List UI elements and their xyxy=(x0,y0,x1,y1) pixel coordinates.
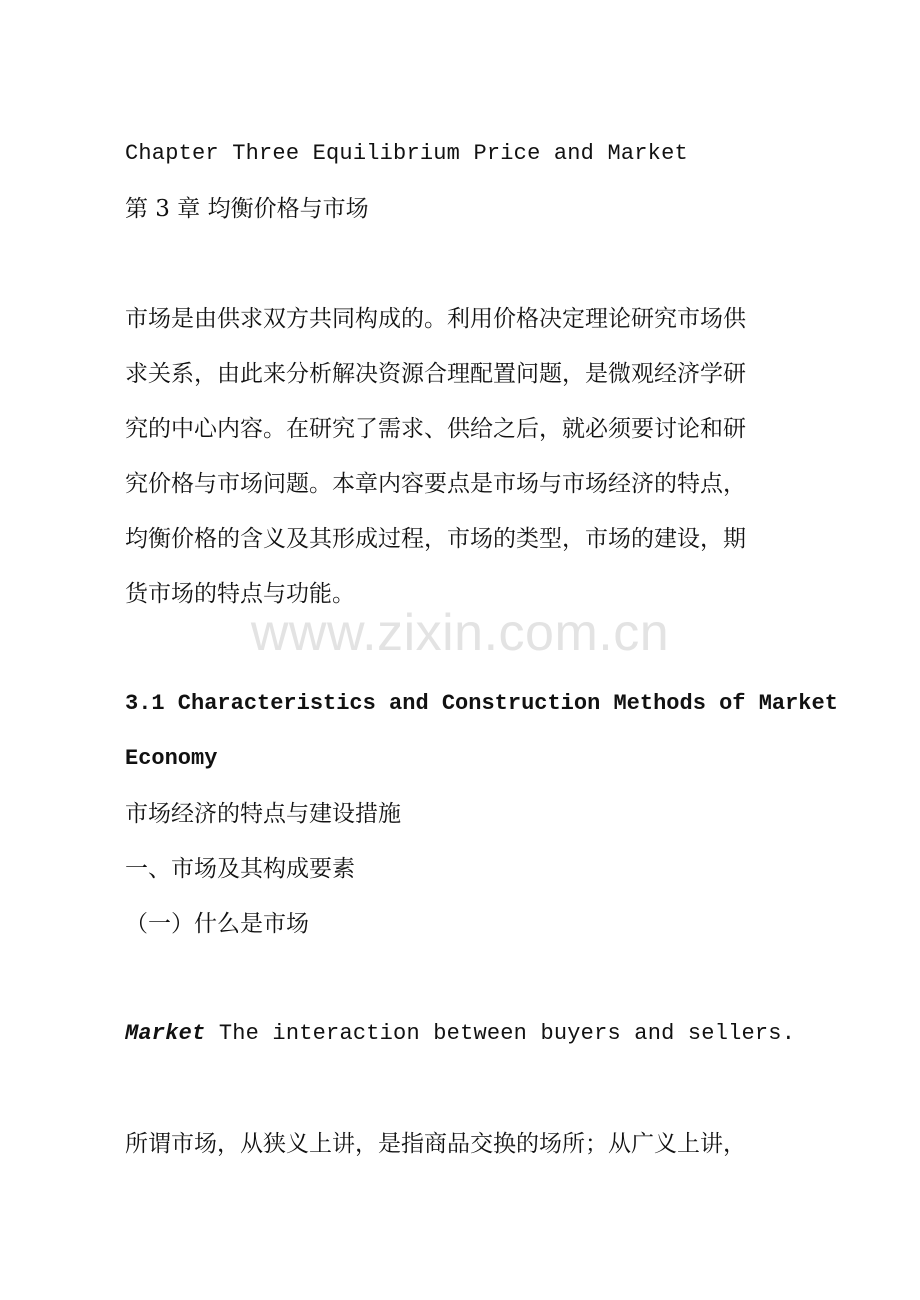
subsection-subheading: （一）什么是市场 xyxy=(125,911,309,937)
definition-text: The interaction between buyers and sellers. xyxy=(205,1021,796,1046)
chapter-title-zh: 第 3 章 均衡价格与市场 xyxy=(125,196,369,222)
definition-term: Market xyxy=(125,1021,206,1046)
subsection-heading: 一、市场及其构成要素 xyxy=(125,856,355,882)
intro-line: 货市场的特点与功能。 xyxy=(125,581,355,607)
intro-line: 究价格与市场问题。本章内容要点是市场与市场经济的特点， xyxy=(125,471,746,497)
definition-line xyxy=(125,1020,795,1048)
body-paragraph-line: 所谓市场，从狭义上讲，是指商品交换的场所；从广义上讲， xyxy=(125,1131,746,1157)
chapter-title-en: Chapter Three Equilibrium Price and Market xyxy=(125,141,688,166)
intro-line: 求关系，由此来分析解决资源合理配置问题，是微观经济学研 xyxy=(125,361,746,387)
intro-line: 究的中心内容。在研究了需求、供给之后，就必须要讨论和研 xyxy=(125,416,746,442)
intro-line: 市场是由供求双方共同构成的。利用价格决定理论研究市场供 xyxy=(125,306,746,332)
section-heading-zh: 市场经济的特点与建设措施 xyxy=(125,801,401,827)
intro-line: 均衡价格的含义及其形成过程，市场的类型，市场的建设，期 xyxy=(125,526,746,552)
watermark-text: www.zixin.com.cn xyxy=(250,604,670,662)
section-heading-en: 3.1 Characteristics and Construction Methods of Market xyxy=(125,691,838,716)
section-heading-en-continued: Economy xyxy=(125,746,218,771)
